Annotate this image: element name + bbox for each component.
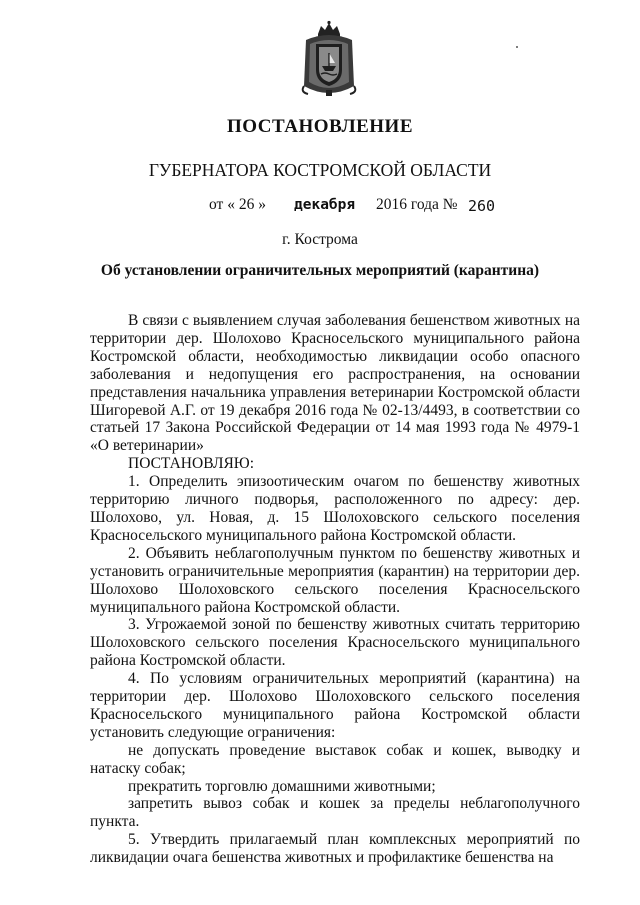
paragraph-item-3: 3. Угрожаемой зоной по бешенству животных считать территорию Шолоховского сельского поселения Красносельского муниципального района Костромской области. — [90, 616, 580, 670]
document-heading: Об установлении ограничительных мероприятий (карантина) — [100, 262, 540, 279]
date-day: от « 26 » — [209, 196, 266, 213]
paragraph-item-1: 1. Определить эпизоотическим очагом по бешенству животных территорию личного подворья, расположенного по адресу: дер. Шолохово, ул. Новая, д. 15 Шолоховского сельского поселения Красносельского муниципального района Костромской области. — [90, 473, 580, 544]
paragraph-item-4: 4. По условиям ограничительных мероприятий (карантина) на территории дер. Шолохово Шолоховского сельского поселения Красносельского муниципального района Костромской области установить следующие ограничения: — [90, 670, 580, 741]
document-title: ПОСТАНОВЛЕНИЕ — [226, 116, 414, 137]
paragraph-restriction-3: запретить вывоз собак и кошек за пределы неблагополучного пункта. — [90, 795, 580, 831]
date-year-label: 2016 года № — [376, 196, 458, 213]
date-month: декабря — [294, 197, 356, 213]
paragraph-restriction-2: прекратить торговлю домашними животными; — [128, 777, 436, 795]
paragraph-item-5: 5. Утвердить прилагаемый план комплексных мероприятий по ликвидации очага бешенства животных и профилактике бешенства на — [90, 831, 580, 867]
document-body — [90, 312, 580, 867]
scan-speck — [516, 46, 518, 48]
paragraph-item-2: 2. Объявить неблагополучным пунктом по бешенству животных и установить ограничительные мероприятия (карантин) на территории дер. Шолохово Шолоховского сельского поселения Красносельского муниципального района Костромской области. — [90, 544, 580, 616]
paragraph-decree: ПОСТАНОВЛЯЮ: — [128, 455, 255, 473]
city-name: г. Кострома — [282, 231, 358, 248]
paragraph-restriction-1: не допускать проведение выставок собак и кошек, выводку и натаску собак; — [90, 741, 580, 777]
coat-of-arms-icon — [296, 20, 362, 100]
date-line — [0, 196, 640, 220]
document-issuer: ГУБЕРНАТОРА КОСТРОМСКОЙ ОБЛАСТИ — [148, 160, 492, 180]
document-number: 260 — [468, 197, 496, 215]
paragraph-preamble: В связи с выявлением случая заболевания бешенством животных на территории дер. Шолохово Красносельского муниципального района Костромской области, необходимостью ликвидации особо опасного заболевания и недопущения его распространения, на основании представления начальника управления ветеринарии Костромской области Шигоревой А.Г. от 19 декабря 2016 года № 02-13/4493, в соответствии со статьей 17 Закона Российской Федерации от 14 мая 1993 года № 4979-1 «О ветеринарии» — [90, 312, 580, 455]
